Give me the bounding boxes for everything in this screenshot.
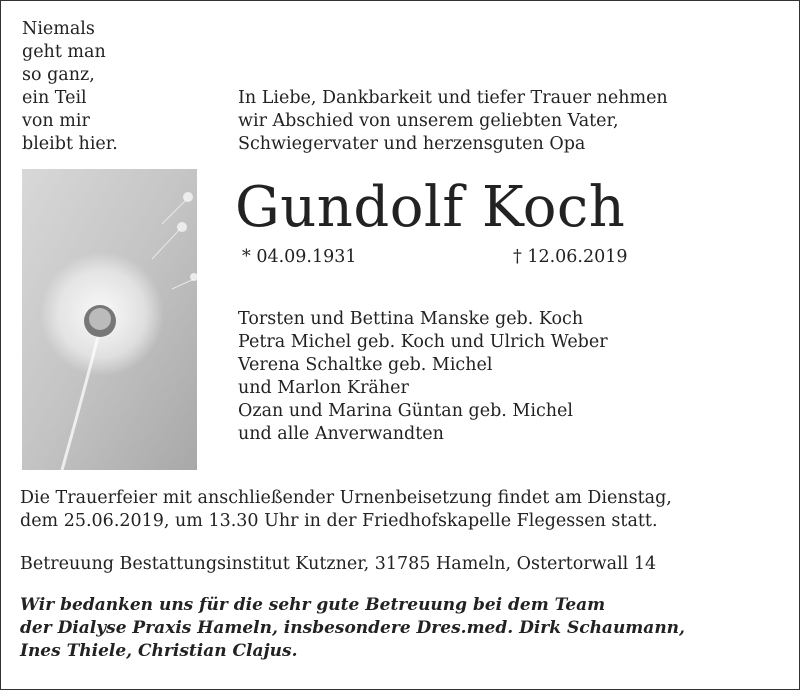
mourner: Petra Michel geb. Koch und Ulrich Weber	[238, 332, 608, 352]
intro-line: wir Abschied von unserem geliebten Vater,	[238, 111, 619, 131]
poem-line: bleibt hier.	[22, 134, 118, 154]
deceased-name: Gundolf Koch	[235, 175, 626, 240]
mourner: Ozan und Marina Güntan geb. Michel	[238, 401, 573, 421]
ceremony-line: dem 25.06.2019, um 13.30 Uhr in der Friedhofskapelle Flegessen statt.	[20, 511, 658, 531]
poem-line: Niemals	[22, 19, 95, 39]
poem-line: ein Teil	[22, 88, 87, 108]
mourner: und alle Anverwandten	[238, 424, 444, 444]
intro-line: Schwiegervater und herzensguten Opa	[238, 134, 586, 154]
ceremony-line: Die Trauerfeier mit anschließender Urnenbeisetzung findet am Dienstag,	[20, 488, 672, 508]
mourner: Verena Schaltke geb. Michel	[238, 355, 493, 375]
thanks-line: der Dialyse Praxis Hameln, insbesondere Dres.med. Dirk Schaumann,	[20, 618, 685, 638]
thanks-line: Ines Thiele, Christian Clajus.	[20, 641, 298, 661]
thanks-text	[20, 594, 685, 663]
birth-date: * 04.09.1931	[242, 247, 357, 267]
mourner: Torsten und Bettina Manske geb. Koch	[238, 309, 584, 329]
poem	[22, 18, 118, 156]
poem-line: von mir	[22, 111, 90, 131]
poem-line: so ganz,	[22, 65, 95, 85]
mourners-list	[238, 308, 608, 446]
dandelion-image	[22, 169, 197, 470]
poem-line: geht man	[22, 42, 106, 62]
mourner: und Marlon Kräher	[238, 378, 409, 398]
intro-line: In Liebe, Dankbarkeit und tiefer Trauer nehmen	[238, 88, 668, 108]
undertaker-info: Betreuung Bestattungsinstitut Kutzner, 31785 Hameln, Ostertorwall 14	[20, 554, 657, 574]
death-date: † 12.06.2019	[513, 247, 628, 267]
ceremony-info	[20, 487, 672, 533]
thanks-line: Wir bedanken uns für die sehr gute Betreuung bei dem Team	[20, 595, 606, 615]
intro-text	[238, 87, 668, 156]
